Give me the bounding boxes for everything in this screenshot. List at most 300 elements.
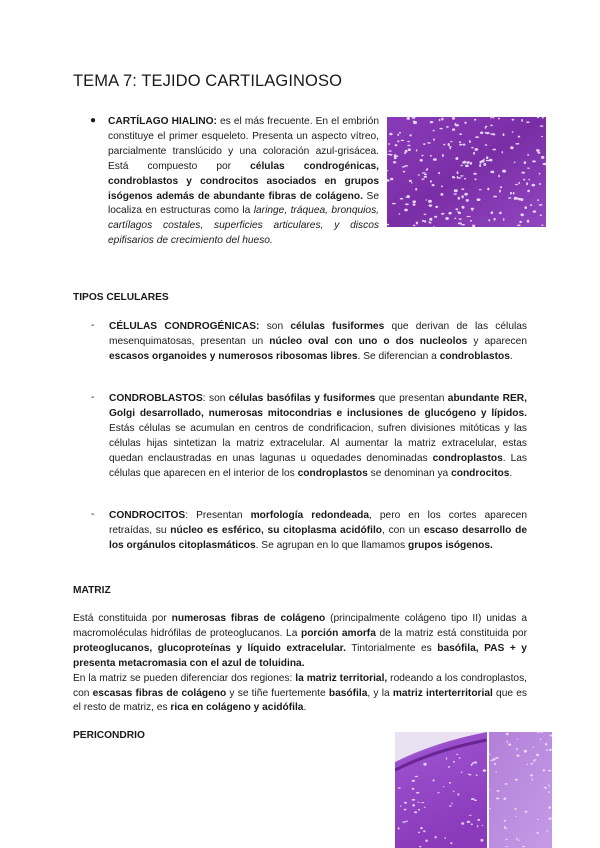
cell-lacuna bbox=[512, 119, 515, 121]
cell-lacuna bbox=[461, 771, 462, 773]
cell-lacuna bbox=[494, 218, 496, 221]
cell-lacuna bbox=[548, 791, 550, 792]
cell-lacuna bbox=[412, 788, 415, 790]
list-dash: - bbox=[91, 392, 95, 403]
perichondrium-micrograph bbox=[395, 732, 552, 848]
cell-lacuna bbox=[450, 141, 453, 142]
cell-lacuna bbox=[530, 774, 533, 776]
cell-lacuna bbox=[474, 799, 477, 801]
cell-lacuna bbox=[527, 154, 529, 156]
cell-lacuna bbox=[461, 822, 464, 824]
cell-lacuna bbox=[433, 138, 435, 141]
cell-lacuna bbox=[398, 827, 400, 829]
cell-lacuna bbox=[404, 809, 407, 811]
cell-lacuna bbox=[454, 218, 456, 220]
cell-lacuna bbox=[517, 840, 520, 841]
cell-lacuna bbox=[487, 188, 489, 191]
cell-lacuna bbox=[539, 173, 541, 175]
cell-lacuna bbox=[458, 222, 462, 224]
cell-lacuna bbox=[429, 222, 432, 224]
cell-lacuna bbox=[433, 158, 437, 161]
cell-lacuna bbox=[430, 155, 432, 157]
cell-lacuna bbox=[449, 782, 451, 784]
cell-lacuna bbox=[452, 117, 455, 120]
cell-lacuna bbox=[482, 825, 484, 826]
cell-lacuna bbox=[490, 760, 493, 761]
cell-lacuna bbox=[389, 133, 392, 136]
cell-lacuna bbox=[456, 754, 458, 755]
cell-lacuna bbox=[485, 127, 487, 129]
cell-lacuna bbox=[471, 209, 473, 211]
cell-lacuna bbox=[479, 189, 482, 190]
cell-lacuna bbox=[483, 769, 487, 772]
cell-lacuna bbox=[540, 125, 544, 126]
cell-lacuna bbox=[425, 840, 428, 842]
cell-lacuna bbox=[448, 212, 451, 215]
cell-lacuna bbox=[404, 209, 408, 212]
cell-lacuna bbox=[507, 740, 508, 743]
cell-lacuna bbox=[429, 218, 432, 221]
cell-lacuna bbox=[486, 160, 490, 161]
cell-lacuna bbox=[413, 225, 416, 227]
cell-lacuna bbox=[400, 805, 401, 806]
cell-lacuna bbox=[480, 839, 483, 842]
cell-lacuna bbox=[540, 215, 542, 217]
cell-lacuna bbox=[536, 754, 539, 756]
cell-lacuna bbox=[427, 142, 431, 143]
cell-lacuna bbox=[485, 144, 488, 146]
cell-lacuna bbox=[459, 144, 463, 146]
cell-lacuna bbox=[499, 212, 502, 215]
cell-lacuna bbox=[463, 144, 466, 146]
cell-lacuna bbox=[388, 143, 390, 145]
cell-lacuna bbox=[455, 208, 458, 210]
cell-lacuna bbox=[414, 811, 417, 813]
cell-lacuna bbox=[498, 118, 500, 120]
cell-lacuna bbox=[515, 816, 517, 817]
cell-lacuna bbox=[424, 214, 427, 216]
cell-lacuna bbox=[546, 749, 549, 750]
cell-lacuna bbox=[469, 815, 472, 816]
cell-lacuna bbox=[533, 746, 534, 747]
cell-lacuna bbox=[510, 146, 513, 149]
cell-lacuna bbox=[439, 128, 442, 130]
cell-lacuna bbox=[468, 774, 470, 775]
cell-lacuna bbox=[404, 165, 408, 167]
cell-lacuna bbox=[453, 791, 455, 792]
cell-lacuna bbox=[471, 764, 473, 767]
cell-lacuna bbox=[536, 149, 540, 152]
cell-lacuna bbox=[459, 141, 461, 143]
cell-lacuna bbox=[442, 154, 444, 157]
cell-lacuna bbox=[405, 821, 408, 822]
cell-lacuna bbox=[450, 842, 452, 844]
cell-lacuna bbox=[407, 141, 410, 142]
section-heading-matriz: MATRIZ bbox=[73, 585, 111, 596]
cell-lacuna bbox=[402, 166, 406, 167]
cell-lacuna bbox=[424, 220, 426, 223]
cell-lacuna bbox=[527, 220, 530, 223]
cell-lacuna bbox=[477, 825, 478, 827]
cell-lacuna bbox=[524, 161, 527, 164]
cell-lacuna bbox=[454, 189, 458, 192]
cell-lacuna bbox=[504, 828, 508, 829]
cell-lacuna bbox=[424, 174, 427, 176]
cell-lacuna bbox=[530, 204, 532, 206]
cell-lacuna bbox=[400, 198, 404, 200]
cell-lacuna bbox=[524, 206, 527, 209]
cell-lacuna bbox=[443, 144, 445, 146]
cell-lacuna bbox=[539, 204, 543, 206]
cell-lacuna bbox=[425, 199, 427, 200]
cell-lacuna bbox=[527, 168, 530, 169]
cell-lacuna bbox=[523, 179, 525, 181]
cell-lacuna bbox=[512, 131, 514, 132]
cell-lacuna bbox=[405, 203, 409, 205]
cell-lacuna bbox=[471, 798, 475, 800]
cell-lacuna bbox=[506, 733, 509, 735]
cell-lacuna bbox=[503, 218, 505, 221]
cell-lacuna bbox=[477, 198, 481, 201]
cell-lacuna bbox=[508, 743, 511, 745]
cell-lacuna bbox=[464, 193, 468, 196]
cell-lacuna bbox=[473, 152, 475, 155]
cell-lacuna bbox=[537, 819, 539, 820]
cell-lacuna bbox=[521, 172, 525, 174]
cell-lacuna bbox=[476, 775, 478, 776]
cell-lacuna bbox=[464, 178, 466, 180]
cell-lacuna bbox=[465, 165, 469, 168]
cell-lacuna bbox=[510, 192, 512, 195]
cell-lacuna bbox=[490, 171, 494, 174]
cell-lacuna bbox=[502, 170, 506, 173]
cell-lacuna bbox=[387, 154, 390, 155]
cell-lacuna bbox=[418, 809, 420, 811]
cell-lacuna bbox=[526, 182, 528, 185]
cell-lacuna bbox=[444, 837, 446, 839]
cell-lacuna bbox=[485, 126, 488, 127]
cell-lacuna bbox=[426, 169, 428, 170]
cell-lacuna bbox=[424, 807, 426, 808]
cell-lacuna bbox=[485, 132, 487, 134]
cell-lacuna bbox=[488, 219, 490, 221]
list-item-condroblastos: CONDROBLASTOS: son células basófilas y fusiformes que presentan abundante RER, Golgi desarrollado, numerosas mitocondrias e inclusiones de glucógeno y lípidos. Estás células se acumulan en centros de condrificacion, sufren divisiones mitóticas y las células hijas sintetizan la matriz extracelular. Al aumentar la matriz extracelular, estas quedan enclaustradas en unas lagunas u oquedades denominadas condroplastos. Las células que aparecen en el interior de los condroplastos se denominan ya condrocitos. bbox=[109, 393, 527, 479]
cell-lacuna bbox=[493, 196, 497, 198]
cell-lacuna bbox=[392, 203, 396, 204]
cell-lacuna bbox=[403, 171, 406, 173]
cell-lacuna bbox=[441, 118, 443, 121]
cell-lacuna bbox=[471, 823, 473, 825]
cell-lacuna bbox=[492, 149, 496, 151]
cell-lacuna bbox=[393, 161, 396, 163]
cell-lacuna bbox=[548, 770, 551, 772]
cell-lacuna bbox=[490, 808, 491, 810]
cell-lacuna bbox=[423, 143, 426, 145]
cell-lacuna bbox=[495, 757, 499, 759]
cell-lacuna bbox=[449, 146, 452, 147]
cell-lacuna bbox=[430, 121, 434, 123]
cell-lacuna bbox=[505, 846, 508, 847]
cell-lacuna bbox=[522, 846, 525, 848]
cell-lacuna bbox=[500, 186, 502, 188]
cell-lacuna bbox=[453, 761, 455, 763]
cell-lacuna bbox=[463, 161, 466, 164]
cell-lacuna bbox=[489, 159, 493, 162]
cell-lacuna bbox=[455, 123, 457, 126]
cell-lacuna bbox=[418, 174, 420, 175]
cell-lacuna bbox=[544, 787, 547, 789]
cell-lacuna bbox=[448, 766, 450, 768]
cell-lacuna bbox=[470, 162, 472, 165]
cell-lacuna bbox=[541, 156, 544, 159]
cell-lacuna bbox=[416, 149, 418, 151]
cell-lacuna bbox=[464, 122, 466, 124]
cell-lacuna bbox=[418, 832, 420, 834]
cell-lacuna bbox=[496, 797, 499, 799]
cell-lacuna bbox=[459, 757, 461, 758]
cell-lacuna bbox=[429, 204, 433, 206]
cell-lacuna bbox=[461, 224, 465, 225]
hyaline-cartilage-micrograph bbox=[387, 117, 546, 227]
cell-lacuna bbox=[452, 128, 455, 130]
cell-lacuna bbox=[459, 133, 462, 135]
cell-lacuna bbox=[423, 830, 425, 832]
cell-lacuna bbox=[487, 739, 489, 740]
cell-lacuna bbox=[516, 755, 520, 757]
cell-lacuna bbox=[547, 830, 548, 833]
bullet-point: ● bbox=[90, 115, 97, 126]
cell-lacuna bbox=[543, 769, 546, 771]
cell-lacuna bbox=[490, 117, 492, 119]
cell-lacuna bbox=[490, 125, 493, 127]
cell-lacuna bbox=[508, 197, 511, 198]
cell-lacuna bbox=[471, 147, 473, 149]
cell-lacuna bbox=[409, 180, 412, 182]
cell-lacuna bbox=[433, 130, 435, 132]
cell-lacuna bbox=[457, 171, 459, 174]
cell-lacuna bbox=[487, 747, 489, 749]
cell-lacuna bbox=[396, 155, 398, 157]
cell-lacuna bbox=[515, 143, 519, 145]
section-heading-tipos: TIPOS CELULARES bbox=[73, 292, 169, 303]
cell-lacuna bbox=[458, 218, 461, 219]
cell-lacuna bbox=[479, 164, 481, 167]
cell-lacuna bbox=[502, 151, 504, 153]
hialino-paragraph: CARTÍLAGO HIALINO: es el más frecuente. En el embrión constituye el primer esqueleto. Presenta un aspecto vítreo, parcialmente translúcido y una coloración azul-grisácea. Está compuesto por células condrogénicas, condroblastos y condrocitos asociados en grupos isógenos además de abundante fibras de colágeno. Se localiza en estructuras como la laringe, tráquea, bronquios, cartílagos costales, superficies articulares, y discos epifisarios de crecimiento del hueso. bbox=[108, 116, 380, 247]
cell-lacuna bbox=[514, 808, 516, 810]
cell-lacuna bbox=[496, 790, 499, 792]
cell-lacuna bbox=[415, 776, 418, 777]
cell-lacuna bbox=[443, 786, 445, 787]
cell-lacuna bbox=[488, 754, 491, 755]
cell-lacuna bbox=[412, 200, 416, 203]
cell-lacuna bbox=[514, 197, 518, 200]
cell-lacuna bbox=[480, 132, 483, 135]
matriz-paragraph: Está constituida por numerosas fibras de colágeno (principalmente colágeno tipo II) unidas a macromoléculas hidrófilas de proteoglucanos. La porción amorfa de la matriz está constituida por proteoglucanos, glucoproteínas y líquido extracelular. Tintorialmente es basófila, PAS + y presenta metacromasia con el azul de toluidina. En la matriz se pueden diferenciar dos regiones: la matriz territorial, rodeando a los condroplastos, con escasas fibras de colágeno y se tiñe fuertemente basófila, y la matriz interterritorial que es el resto de matriz, es rica en colágeno y acidófila. bbox=[73, 613, 527, 714]
cell-lacuna bbox=[421, 802, 424, 803]
cell-lacuna bbox=[490, 133, 493, 135]
cell-lacuna bbox=[432, 184, 435, 186]
cell-lacuna bbox=[513, 192, 515, 195]
cell-lacuna bbox=[474, 148, 478, 151]
cell-lacuna bbox=[421, 155, 423, 157]
cell-lacuna bbox=[469, 140, 471, 143]
cell-lacuna bbox=[411, 182, 413, 183]
cell-lacuna bbox=[413, 121, 415, 122]
cell-lacuna bbox=[475, 136, 479, 138]
cell-lacuna bbox=[419, 846, 421, 848]
cell-lacuna bbox=[548, 784, 549, 787]
cell-lacuna bbox=[524, 750, 527, 753]
cell-lacuna bbox=[532, 778, 533, 780]
cell-lacuna bbox=[526, 121, 529, 123]
cell-lacuna bbox=[457, 793, 459, 795]
cell-lacuna bbox=[483, 159, 485, 160]
cell-lacuna bbox=[449, 147, 451, 149]
cell-lacuna bbox=[445, 217, 449, 220]
cell-lacuna bbox=[423, 763, 426, 766]
cell-lacuna bbox=[548, 818, 551, 820]
cell-lacuna bbox=[412, 804, 415, 807]
cell-lacuna bbox=[527, 764, 528, 766]
cell-lacuna bbox=[446, 126, 449, 128]
cell-lacuna bbox=[518, 136, 520, 138]
cell-lacuna bbox=[461, 195, 463, 198]
cell-lacuna bbox=[490, 212, 492, 213]
cell-lacuna bbox=[437, 792, 440, 793]
cell-lacuna bbox=[395, 144, 398, 146]
cell-lacuna bbox=[474, 761, 477, 763]
list-item-condrocitos: CONDROCITOS: Presentan morfología redondeada, pero en los cortes aparecen retraídas, su núcleo es esférico, su citoplasma acidófilo, con un escaso desarrollo de los orgánulos citoplasmáticos. Se agrupan en lo que llamamos grupos isógenos. bbox=[109, 510, 528, 551]
cell-lacuna bbox=[545, 743, 547, 746]
cell-lacuna bbox=[455, 157, 458, 160]
cell-lacuna bbox=[504, 797, 507, 800]
section-heading-pericondrio: PERICONDRIO bbox=[73, 730, 145, 741]
cell-lacuna bbox=[488, 789, 489, 791]
cell-lacuna bbox=[540, 738, 541, 740]
cell-lacuna bbox=[412, 780, 415, 782]
cell-lacuna bbox=[441, 185, 443, 187]
cell-lacuna bbox=[458, 197, 460, 200]
cell-lacuna bbox=[404, 802, 407, 804]
cell-lacuna bbox=[474, 119, 476, 121]
cell-lacuna bbox=[407, 145, 410, 146]
cell-lacuna bbox=[417, 802, 420, 803]
cell-lacuna bbox=[518, 198, 521, 200]
cell-lacuna bbox=[532, 184, 536, 187]
cell-lacuna bbox=[389, 150, 392, 151]
cell-lacuna bbox=[451, 803, 452, 805]
cell-lacuna bbox=[462, 206, 465, 209]
cell-lacuna bbox=[398, 787, 401, 788]
cell-lacuna bbox=[521, 119, 523, 122]
cell-lacuna bbox=[493, 758, 496, 760]
cell-lacuna bbox=[407, 117, 411, 120]
cell-lacuna bbox=[517, 225, 521, 227]
cell-lacuna bbox=[475, 178, 477, 180]
cell-lacuna bbox=[533, 210, 537, 212]
cell-lacuna bbox=[399, 132, 401, 134]
cell-lacuna bbox=[435, 836, 437, 838]
cell-lacuna bbox=[495, 771, 497, 772]
cell-lacuna bbox=[449, 805, 452, 806]
cell-lacuna bbox=[466, 161, 470, 164]
cell-lacuna bbox=[409, 134, 411, 136]
cell-lacuna bbox=[405, 150, 408, 153]
cell-lacuna bbox=[516, 748, 518, 750]
cell-lacuna bbox=[533, 760, 535, 762]
cell-lacuna bbox=[438, 172, 440, 174]
cell-lacuna bbox=[531, 763, 533, 765]
cell-lacuna bbox=[503, 133, 505, 136]
cell-lacuna bbox=[412, 799, 416, 801]
hialino-term: CARTÍLAGO HIALINO: bbox=[108, 116, 217, 127]
cell-lacuna bbox=[525, 811, 528, 813]
cell-lacuna bbox=[457, 211, 460, 212]
cell-lacuna bbox=[461, 188, 464, 190]
cell-lacuna bbox=[515, 184, 518, 185]
cell-lacuna bbox=[519, 221, 522, 223]
cell-lacuna bbox=[467, 216, 471, 217]
cell-lacuna bbox=[441, 213, 445, 215]
cell-lacuna bbox=[473, 173, 477, 175]
cell-lacuna bbox=[416, 222, 418, 225]
cell-lacuna bbox=[504, 783, 507, 785]
cell-lacuna bbox=[424, 176, 427, 178]
cell-lacuna bbox=[407, 195, 410, 198]
cell-lacuna bbox=[528, 179, 530, 181]
cell-lacuna bbox=[541, 225, 543, 226]
cell-lacuna bbox=[390, 178, 393, 181]
cell-lacuna bbox=[538, 152, 541, 154]
cell-lacuna bbox=[422, 172, 426, 173]
cell-lacuna bbox=[527, 190, 530, 193]
cell-lacuna bbox=[539, 183, 541, 185]
cell-lacuna bbox=[499, 190, 501, 193]
cell-lacuna bbox=[416, 792, 420, 794]
cell-lacuna bbox=[420, 159, 423, 162]
cell-lacuna bbox=[421, 179, 424, 180]
cell-lacuna bbox=[472, 762, 474, 765]
cell-lacuna bbox=[494, 763, 496, 765]
cell-lacuna bbox=[448, 143, 450, 146]
cell-lacuna bbox=[435, 206, 438, 208]
list-item-condrogenicas: CÉLULAS CONDROGÉNICAS: son células fusiformes que derivan de las células mesenquimatosas, presentan un núcleo oval con uno o dos nucleolos y aparecen escasos organoides y numerosos ribosomas libres. Se diferencian a condroblastos. bbox=[109, 321, 528, 362]
cell-lacuna bbox=[401, 140, 405, 141]
cell-lacuna bbox=[515, 779, 518, 781]
list-dash: - bbox=[91, 320, 95, 331]
cell-lacuna bbox=[460, 175, 463, 176]
cell-lacuna bbox=[420, 827, 423, 829]
cell-lacuna bbox=[467, 821, 471, 823]
cell-lacuna bbox=[430, 180, 432, 183]
cell-lacuna bbox=[549, 749, 552, 751]
cell-lacuna bbox=[537, 832, 540, 834]
cell-lacuna bbox=[453, 193, 457, 194]
page-title: TEMA 7: TEJIDO CARTILAGINOSO bbox=[73, 72, 342, 90]
cell-lacuna bbox=[452, 176, 454, 177]
cell-lacuna bbox=[532, 160, 536, 162]
cell-lacuna bbox=[486, 156, 488, 159]
cell-lacuna bbox=[548, 806, 551, 808]
cell-lacuna bbox=[466, 199, 469, 202]
cell-lacuna bbox=[504, 826, 505, 828]
cell-lacuna bbox=[433, 779, 435, 781]
cell-lacuna bbox=[537, 199, 539, 201]
cell-lacuna bbox=[434, 216, 437, 218]
cell-lacuna bbox=[397, 134, 399, 136]
cell-lacuna bbox=[402, 821, 406, 823]
